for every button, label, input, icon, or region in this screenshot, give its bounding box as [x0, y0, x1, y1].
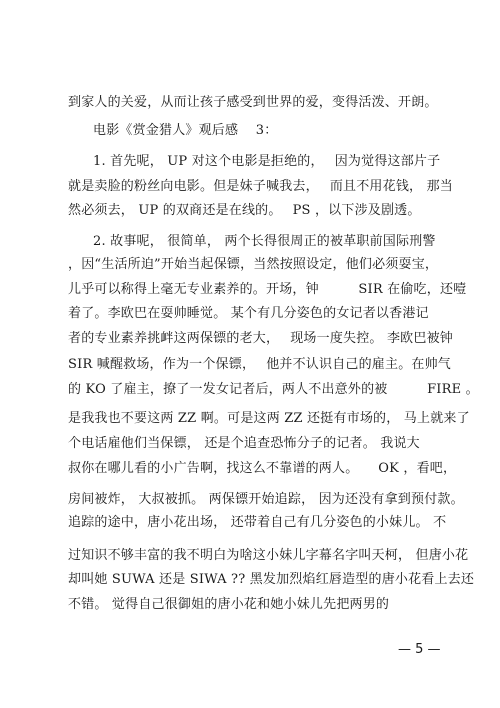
text-line: ，因“生活所迫”开始当起保镖，当然按照设定，他们必须耍宝，: [68, 257, 439, 272]
text-line: 者的专业素养挑衅这两保镖的老大， 现场一度失控。 李欧巴被钟: [68, 331, 453, 346]
text-line: 却叫她 SUWA 还是 SIWA ?? 黑发加烈焰红唇造型的唐小花看上去还: [68, 572, 475, 587]
text-line: 的 KO 了雇主，撩了一发女记者后，两人不出意外的被 FIRE 。: [68, 382, 479, 397]
text-line: 过知识不够丰富的我不明白为啥这小妹儿字幕名字叫天柯， 但唐小花: [68, 548, 469, 563]
text-line: 追踪的途中，唐小花出场， 还带着自己有几分姿色的小妹儿。 不: [68, 515, 447, 530]
text-line: 到家人的关爱，从而让孩子感受到世界的爱，变得活泼、开朗。: [68, 95, 438, 110]
text-line: SIR 喊醒救场，作为一个保镖， 他并不认识自己的雇主。在帅气: [68, 357, 451, 372]
text-line: 房间被炸， 大叔被抓。 两保镖开始追踪， 因为还没有拿到预付款。: [68, 492, 464, 507]
section-heading: 电影《赏金猎人》观后感 3：: [93, 123, 278, 138]
text-line: 然必须去， UP 的双商还是在线的。 PS ，以下涉及剧透。: [68, 203, 421, 218]
text-line: 儿乎可以称得上毫无专业素养的。开场，钟 SIR 在偷吃，还噎: [68, 282, 467, 297]
text-line: 是我我也不要这两 ZZ 啊。可是这两 ZZ 还挺有市场的， 马上就来了: [68, 411, 470, 426]
text-line: 就是卖脸的粉丝向电影。但是妹子喊我去， 而且不用花钱， 那当: [68, 179, 453, 194]
page-number: — 5 —: [398, 642, 441, 657]
text-line: 着了。李欧巴在耍帅睡觉。 某个有几分姿色的女记者以香港记: [68, 306, 429, 321]
text-line: 1. 首先呢， UP 对这个电影是拒绝的， 因为觉得这部片子: [93, 154, 441, 169]
text-line: 叔你在哪儿看的小广告啊，找这么不靠谱的两人。 OK ，看吧，: [68, 461, 457, 476]
text-line: 不错。 觉得自己很御姐的唐小花和她小妹儿先把两男的: [68, 597, 390, 612]
text-line: 个电话雇他们当保镖， 还是个追查恐怖分子的记者。 我说大: [68, 436, 420, 451]
text-line: 2. 故事呢， 很简单， 两个长得很周正的被革职前国际刑警: [93, 234, 436, 249]
